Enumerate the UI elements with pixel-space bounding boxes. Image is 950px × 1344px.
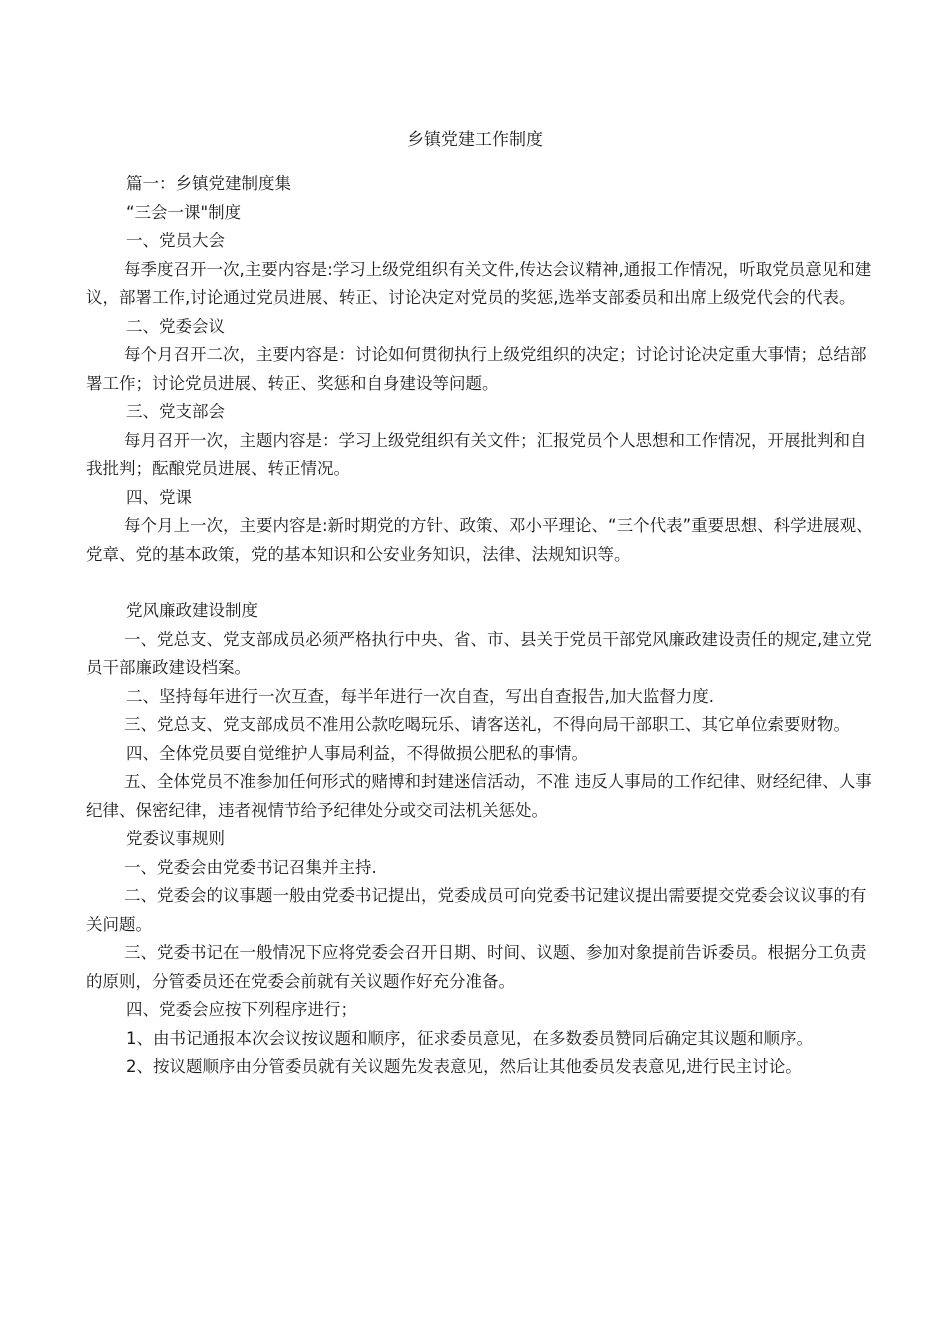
sub-heading-party-congress: 一、党员大会: [126, 231, 225, 250]
section-heading-chapter1: 篇一：乡镇党建制度集: [126, 174, 291, 193]
body-paragraph: 三、党委书记在一般情况下应将党委会召开日期、时间、议题、参加对象提前告诉委员。根据分工负责的原则，分管委员还在党委会前就有关议题作好充分准备。: [86, 943, 867, 991]
section-heading-rules: 党委议事规则: [126, 829, 225, 848]
body-paragraph: 每个月召开二次，主要内容是：讨论如何贯彻执行上级党组织的决定；讨论讨论决定重大事情；总结部署工作；讨论党员进展、转正、奖惩和自身建设等问题。: [86, 345, 867, 393]
body-paragraph: 每个月上一次，主要内容是:新时期党的方针、政策、邓小平理论、“三个代表”重要思想、科学进展观、党章、党的基本政策，党的基本知识和公安业务知识，法律、法规知识等。: [86, 516, 873, 564]
sub-heading-committee-meeting: 二、党委会议: [126, 316, 225, 336]
body-paragraph: 三、党总支、党支部成员不准用公款吃喝玩乐、请客送礼，不得向局干部职工、其它单位索要财物。: [124, 715, 850, 734]
sub-heading-branch-meeting: 三、党支部会: [126, 402, 225, 421]
body-paragraph: 二、党委会的议事题一般由党委书记提出，党委成员可向党委书记建议提出需要提交党委会议议事的有关问题。: [86, 886, 867, 934]
body-paragraph: 四、党委会应按下列程序进行；: [126, 1000, 357, 1019]
body-paragraph: 每月召开一次，主题内容是：学习上级党组织有关文件；汇报党员个人思想和工作情况，开展批判和自我批判；酝酿党员进展、转正情况。: [86, 430, 867, 478]
body-paragraph: 五、全体党员不准参加任何形式的赌博和封建迷信活动，不准 违反人事局的工作纪律、财经纪律、人事纪律、保密纪律，违者视情节给予纪律处分或交司法机关惩处。: [86, 772, 872, 820]
list-item: 2、按议题顺序由分管委员就有关议题先发表意见，然后让其他委员发表意见,进行民主讨论。: [126, 1057, 802, 1076]
paragraph-spacer: [86, 569, 876, 597]
section-heading-integrity: 党风廉政建设制度: [126, 601, 258, 620]
body-paragraph: 一、党总支、党支部成员必须严格执行中央、省、市、县关于党员干部党风廉政建设责任的规定,建立党员干部廉政建设档案。: [86, 629, 872, 677]
sub-heading-party-lesson: 四、党课: [126, 487, 192, 507]
document-title: 乡镇党建工作制度: [407, 130, 543, 150]
list-item: 1、由书记通报本次会议按议题和顺序，征求委员意见，在多数委员赞同后确定其议题和顺序。: [126, 1028, 813, 1048]
body-paragraph: 每季度召开一次,主要内容是:学习上级党组织有关文件,传达会议精神,通报工作情况，听取党员意见和建议，部署工作,讨论通过党员进展、转正、讨论决定对党员的奖惩,选举支部委员和出席上级党代会的代表。: [86, 259, 872, 307]
body-paragraph: 一、党委会由党委书记召集并主持.: [124, 857, 377, 877]
body-paragraph: 四、全体党员要自觉维护人事局利益，不得做损公肥私的事情。: [126, 743, 588, 763]
document-body: [86, 170, 876, 1082]
body-paragraph: 二、坚持每年进行一次互查，每半年进行一次自查，写出自查报告,加大监督力度.: [126, 686, 714, 706]
section-heading-san-hui-yi-ke: “三会一课"制度: [126, 202, 242, 222]
